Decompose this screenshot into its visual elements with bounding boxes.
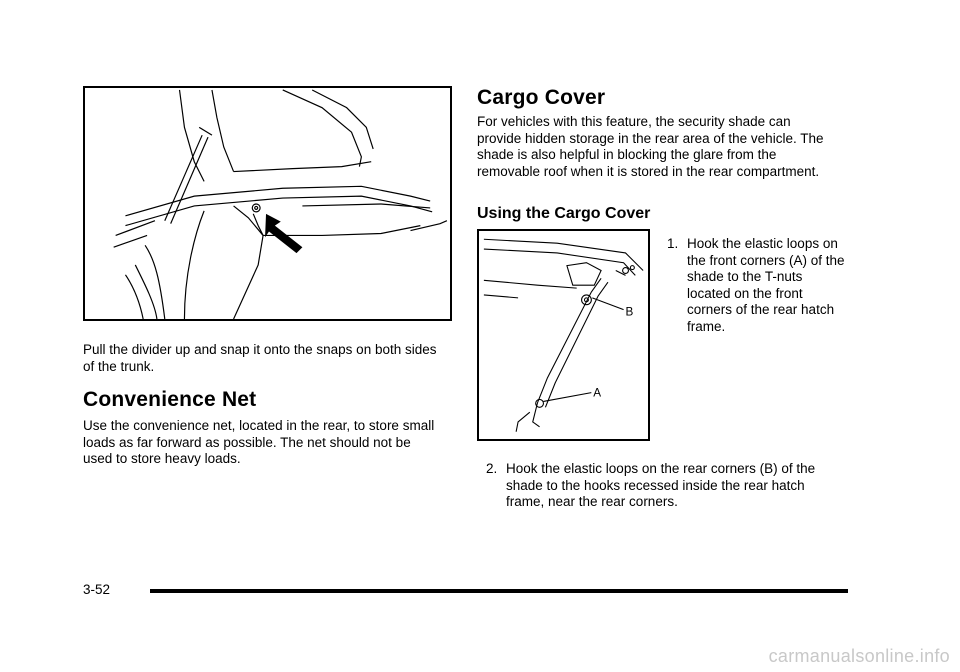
label-a: A — [593, 386, 602, 400]
cargo-cover-body: For vehicles with this feature, the security shade can provide hidden storage in the rear area of the vehicle. The shade is also helpful in blocking the glare from the removable roof when it is stored in the rear compartment. — [477, 114, 824, 179]
step-2-text: Hook the elastic loops on the rear corners (B) of the shade to the hooks recessed inside the rear hatch frame, near the rear corners. — [506, 461, 816, 509]
watermark: carmanualsonline.info — [768, 646, 950, 666]
trunk-divider-figure — [83, 86, 452, 321]
cargo-cover-drawing — [479, 231, 648, 439]
cargo-cover-heading: Cargo Cover — [477, 86, 606, 109]
step-2 — [486, 461, 836, 511]
footer-rule — [150, 589, 848, 593]
trunk-divider-drawing — [85, 88, 450, 319]
page-number: 3-52 — [83, 582, 111, 597]
convenience-net-heading: Convenience Net — [83, 388, 257, 411]
step-1-text: Hook the elastic loops on the front corners (A) of the shade to the T-nuts located on the front corners of the rear hatch frame. — [687, 236, 845, 334]
step-1-number: 1. — [667, 236, 679, 251]
using-cargo-cover-heading: Using the Cargo Cover — [477, 205, 651, 222]
label-b: B — [625, 305, 634, 319]
cargo-cover-figure — [477, 229, 650, 441]
step-1 — [667, 236, 847, 335]
callout-arrow — [265, 214, 302, 253]
divider-caption: Pull the divider up and snap it onto the snaps on both sides of the trunk. — [83, 342, 437, 374]
convenience-net-body: Use the convenience net, located in the rear, to store small loads as far forward as possible. The net should not be used to store heavy loads. — [83, 418, 435, 466]
step-2-number: 2. — [486, 461, 498, 476]
